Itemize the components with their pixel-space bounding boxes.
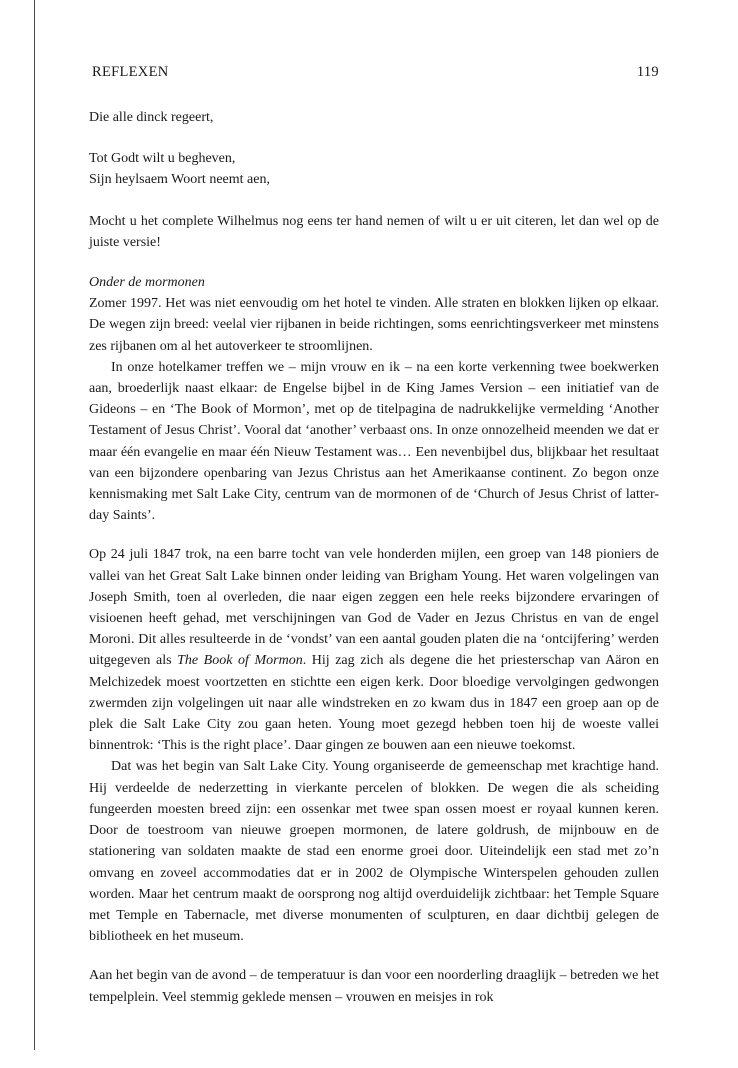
paragraph-text: . Hij zag zich als degene die het priesterschap van Aäron en Melchizedek moest voortzetten en stichtte een eigen kerk. Door bloedige vervolgingen gedwongen zwermden zijn volgelingen uit naar alle windstreken en zo kwam dus in 1847 een groep aan op de plek die Salt Lake City zou gaan heten. Young moet gezegd hebben toen hij de woeste vallei binnentrok: ‘This is the right place’. Daar gingen ze bouwen aan een nieuwe toekomst. xyxy=(89,653,659,754)
paragraph xyxy=(89,544,659,756)
paragraph: Dat was het begin van Salt Lake City. Young organiseerde de gemeenschap met krachtige hand. Hij verdeelde de nederzetting in vierkante percelen of blokken. De wegen die als scheiding fungeerden moesten breed zijn: een ossenkar met twee span ossen moest er royaal kunnen keren. Door de toestroom van nieuwe groepen mormonen, de latere goldrush, de mijnbouw en de stationering van soldaten maakte de stad een enorme groei door. Uiteindelijk een stad met zo’n omvang en zoveel accommodaties dat er in 2002 de Olympische Winterspelen gehouden zullen worden. Maar het centrum maakt de oorsprong nog altijd overduidelijk zichtbaar: het Temple Square met Temple en Tabernacle, met diverse monumenten of sculpturen, en daar dichtbij gelegen de bibliotheek en het museum. xyxy=(89,759,659,945)
paragraph: Aan het begin van de avond – de temperatuur is dan voor een noorderling draaglijk – betreden we het tempelplein. Veel stemmig geklede mensen – vrouwen en meisjes in rok xyxy=(89,968,659,1005)
verse-line: Sijn heylsaem Woort neemt aen, xyxy=(89,172,270,188)
verse-line: Tot Godt wilt u begheven, xyxy=(89,151,236,167)
page-binding-line xyxy=(34,0,35,1050)
page-header xyxy=(89,64,659,86)
paragraph: In onze hotelkamer treffen we – mijn vrouw en ik – na een korte verkenning twee boekwerken aan, broederlijk naast elkaar: de Engelse bijbel in de King James Version – een initiatief van de Gideons – en ‘The Book of Mormon’, met op de titelpagina de nadrukkelijke vermelding ‘Another Testament of Jesus Christ’. Vooral dat ‘another’ verbaast ons. In onze onnozelheid meenden we dat er maar één evangelie en maar één Nieuw Testament was… Een nevenbijbel dus, blijkbaar het resultaat van een bijzondere openbaring van Jezus Christus aan het Amerikaanse continent. Zo begon onze kennismaking met Salt Lake City, centrum van de mormonen of de ‘Church of Jesus Christ of latter-day Saints’. xyxy=(89,359,659,524)
paragraph: Zomer 1997. Het was niet eenvoudig om het hotel te vinden. Alle straten en blokken lijken op elkaar. De wegen zijn breed: veelal vier rijbanen in beide richtingen, soms eenrichtingsverkeer met minstens zes rijbanen om al het autoverkeer te stroomlijnen. xyxy=(89,296,659,354)
paragraph-text: Op 24 juli 1847 trok, na een barre tocht van vele honderden mijlen, een groep van 148 pioniers de vallei van het Great Salt Lake binnen onder leiding van Brigham Young. Het waren volgelingen van Joseph Smith, toen al overleden, die naar eigen zeggen een hele reeks bijzondere ervaringen of visioenen heeft gehad, met verschijningen van God de Vader en Jezus Christus en van de engel Moroni. Dit alles resulteerde in de ‘vondst’ van een aantal gouden platen die na ‘ontcijfering’ werden uitgegeven als xyxy=(89,547,659,669)
paragraph-advice: Mocht u het complete Wilhelmus nog eens ter hand nemen of wilt u er uit citeren, let dan wel op de juiste versie! xyxy=(89,213,659,250)
verse-block-2 xyxy=(89,148,659,190)
page-number: 119 xyxy=(636,64,659,80)
verse-line: Die alle dinck regeert, xyxy=(89,110,214,125)
book-page xyxy=(89,64,659,1008)
book-title: The Book of Mormon xyxy=(177,653,303,669)
section-heading: Onder de mormonen xyxy=(89,275,205,291)
running-head: REFLEXEN xyxy=(92,64,169,80)
verse-block-1 xyxy=(89,107,659,128)
